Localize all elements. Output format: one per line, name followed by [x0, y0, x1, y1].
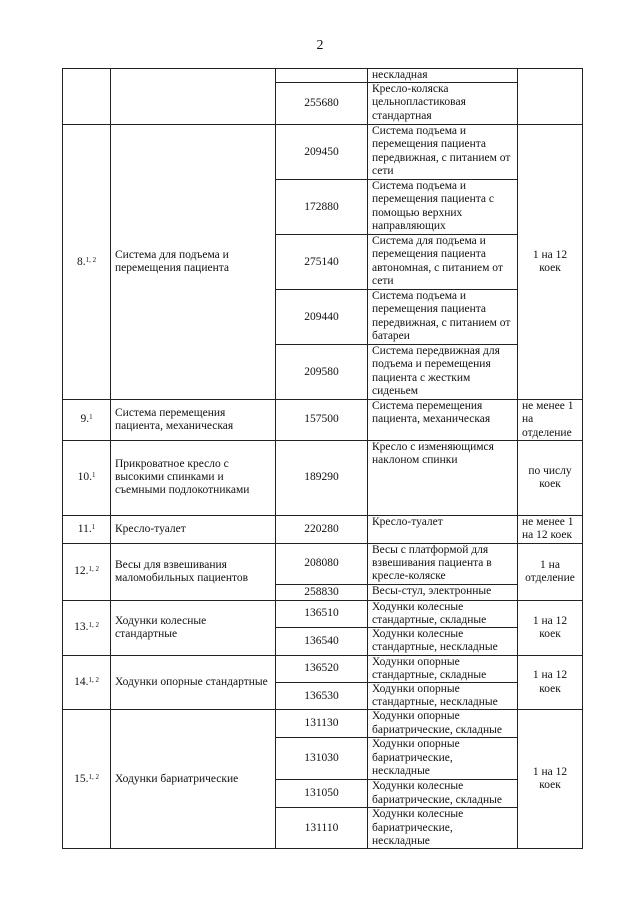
equipment-name: Ходунки бариатрические	[111, 710, 276, 849]
required-quantity: 1 на 12 коек	[518, 655, 583, 710]
type-code: 172880	[276, 180, 368, 235]
type-code: 131110	[276, 808, 368, 849]
table-row	[63, 515, 583, 543]
type-name: Весы с платформой для взвешивания пациента в кресле-коляске	[368, 543, 518, 584]
required-quantity: 1 на отделение	[518, 543, 583, 600]
type-name: Ходунки опорные стандартные, нескладные	[368, 683, 518, 710]
required-quantity	[518, 69, 583, 125]
row-footnote-ref: 1	[91, 522, 96, 531]
type-code: 220280	[276, 515, 368, 543]
table-row	[63, 655, 583, 682]
type-code: 136510	[276, 600, 368, 627]
table-row	[63, 600, 583, 627]
equipment-name: Кресло-туалет	[111, 515, 276, 543]
row-footnote-ref: 1, 2	[88, 772, 99, 781]
row-footnote-ref: 1	[91, 471, 96, 480]
table-row	[63, 543, 583, 584]
type-code: 131130	[276, 710, 368, 738]
table-row	[63, 400, 583, 441]
row-number: 9.	[80, 413, 90, 426]
type-code: 258830	[276, 584, 368, 600]
row-number: 14.	[74, 675, 89, 688]
type-name: Ходунки опорные бариатрические, складные	[368, 710, 518, 738]
row-footnote-ref: 1	[89, 413, 93, 422]
type-code: 131050	[276, 780, 368, 808]
row-number-cell	[63, 69, 111, 125]
type-name: Кресло-туалет	[368, 515, 518, 543]
table-row	[63, 710, 583, 738]
type-code: 255680	[276, 83, 368, 125]
equipment-table	[62, 68, 583, 849]
type-code: 209440	[276, 290, 368, 345]
row-number: 8.	[76, 255, 86, 268]
required-quantity: не менее 1 на отделение	[518, 400, 583, 441]
row-number-cell	[63, 710, 111, 849]
type-code: 209450	[276, 125, 368, 180]
row-number: 15.	[74, 772, 89, 785]
equipment-name: Весы для взвешивания маломобильных пациентов	[111, 543, 276, 600]
type-name: Ходунки колесные бариатрические, нескладные	[368, 808, 518, 849]
type-name: Кресло-коляска цельнопластиковая стандартная	[368, 83, 518, 125]
equipment-name: Ходунки колесные стандартные	[111, 600, 276, 655]
required-quantity: 1 на 12 коек	[518, 125, 583, 400]
type-name: Ходунки опорные стандартные, складные	[368, 655, 518, 682]
required-quantity: 1 на 12 коек	[518, 710, 583, 849]
type-name: Система для подъема и перемещения пациента автономная, с питанием от сети	[368, 235, 518, 290]
row-number: 10.	[77, 471, 92, 484]
table-row	[63, 440, 583, 515]
row-footnote-ref: 1, 2	[88, 565, 99, 574]
type-name: Ходунки колесные стандартные, складные	[368, 600, 518, 627]
required-quantity: по числу коек	[518, 440, 583, 515]
row-number-cell	[63, 125, 111, 400]
row-number-cell	[63, 600, 111, 655]
row-number-cell	[63, 655, 111, 710]
row-number-cell	[63, 515, 111, 543]
row-number: 12.	[74, 565, 89, 578]
row-number-cell	[63, 400, 111, 441]
row-number: 11.	[77, 522, 92, 535]
table-row	[63, 125, 583, 180]
row-footnote-ref: 1, 2	[88, 621, 99, 630]
type-name: Кресло с изменяющимся наклоном спинки	[368, 440, 518, 515]
type-code: 209580	[276, 345, 368, 400]
row-footnote-ref: 1, 2	[88, 675, 99, 684]
required-quantity: не менее 1 на 12 коек	[518, 515, 583, 543]
type-code: 189290	[276, 440, 368, 515]
row-number: 13.	[74, 621, 89, 634]
type-name: Система подъема и перемещения пациента передвижная, с питанием от сети	[368, 125, 518, 180]
type-code: 136530	[276, 683, 368, 710]
type-code: 208080	[276, 543, 368, 584]
type-code: 275140	[276, 235, 368, 290]
type-code: 136520	[276, 655, 368, 682]
type-name: Ходунки колесные бариатрические, складные	[368, 780, 518, 808]
required-quantity: 1 на 12 коек	[518, 600, 583, 655]
type-name: Весы-стул, электронные	[368, 584, 518, 600]
row-number-cell	[63, 440, 111, 515]
table-row	[63, 69, 583, 83]
type-code: 136540	[276, 628, 368, 655]
type-name: Система перемещения пациента, механическая	[368, 400, 518, 441]
equipment-name: Ходунки опорные стандартные	[111, 655, 276, 710]
type-code: 157500	[276, 400, 368, 441]
type-name: Система подъема и перемещения пациента передвижная, с питанием от батареи	[368, 290, 518, 345]
type-code	[276, 69, 368, 83]
type-name: Ходунки опорные бариатрические, нескладные	[368, 738, 518, 780]
type-name: Ходунки колесные стандартные, нескладные	[368, 628, 518, 655]
type-name: Система подъема и перемещения пациента с помощью верхних направляющих	[368, 180, 518, 235]
row-footnote-ref: 1, 2	[85, 255, 97, 264]
equipment-name: Прикроватное кресло с высокими спинками и съемными подлокотниками	[111, 440, 276, 515]
equipment-name	[111, 69, 276, 125]
type-name: Система передвижная для подъема и перемещения пациента с жестким сиденьем	[368, 345, 518, 400]
row-number-cell	[63, 543, 111, 600]
equipment-name: Система перемещения пациента, механическая	[111, 400, 276, 441]
page-number: 2	[316, 38, 324, 53]
type-name: нескладная	[368, 69, 518, 83]
equipment-name: Система для подъема и перемещения пациента	[111, 125, 276, 400]
type-code: 131030	[276, 738, 368, 780]
